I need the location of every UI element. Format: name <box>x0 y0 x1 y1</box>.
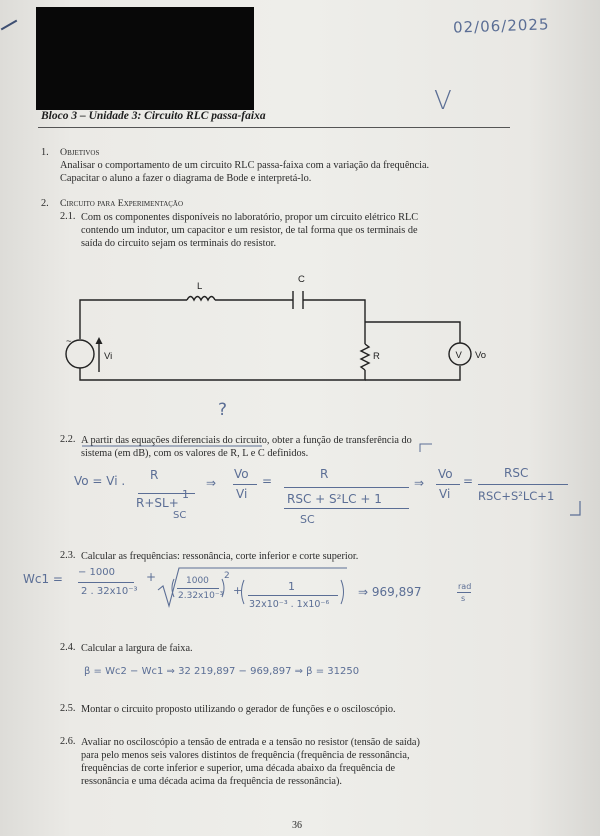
item-2-1-line-1: Com os componentes disponíveis no laboratório, propor um circuito elétrico RLC <box>81 212 419 223</box>
hw-23-plus: + <box>146 570 157 584</box>
hw-23-frac-den: 32x10⁻³ . 1x10⁻⁶ <box>249 599 330 610</box>
hw-23-result: ⇒ 969,897 <box>358 585 422 599</box>
item-2-4-number: 2.4. <box>60 642 76 653</box>
label-resistor: R <box>373 351 380 362</box>
hw-eq3-den: RSC+S²LC+1 <box>478 489 555 503</box>
hw-23-exp: 2 <box>224 571 230 581</box>
hw-arrow-2: ⇒ <box>414 476 425 490</box>
label-meter: V <box>455 350 462 361</box>
section-2-number: 2. <box>41 198 49 209</box>
hw-eq1-den: R+SL+ <box>136 496 179 510</box>
hw-eq1-frac-num: 1 <box>182 488 189 501</box>
hw-23-minus-num: − 1000 <box>78 567 116 578</box>
item-2-6-line-1: Avaliar no osciloscópio a tensão de entrada e a tensão no resistor (tensão de saída) <box>81 737 420 748</box>
section-1-line-2: Capacitar o aluno a fazer o diagrama de Bode e interpretá-lo. <box>60 173 312 184</box>
section-2-title: Circuito para Experimentação <box>60 198 184 209</box>
handwritten-check-mark: V <box>434 86 452 116</box>
hw-24-line: β = Wc2 − Wc1 ⇒ 32 219,897 − 969,897 ⇒ β = 31250 <box>84 666 360 677</box>
item-2-2-number: 2.2. <box>60 434 76 445</box>
item-2-3-number: 2.3. <box>60 550 76 561</box>
label-ac: ~ <box>66 336 72 347</box>
hw-23-minus-den: 2 . 32x10⁻³ <box>81 586 138 597</box>
hw-23-unit-bar <box>457 592 471 593</box>
section-1-title: Objetivos <box>60 147 100 158</box>
item-2-1-line-3: saída do circuito sejam os terminais do resistor. <box>81 238 277 249</box>
section-1-number: 1. <box>41 147 49 158</box>
hw-eq2-left-num: Vo <box>234 467 249 481</box>
hw-eq1-num: R <box>150 468 159 482</box>
item-2-1-number: 2.1. <box>60 211 76 222</box>
hw-eq2-equals: = <box>262 474 273 488</box>
item-2-4-text: Calcular a largura de faixa. <box>81 643 193 654</box>
hw-23-lhs: Wc1 = <box>23 572 63 586</box>
item-2-6-number: 2.6. <box>60 736 76 747</box>
item-2-3-text: Calcular as frequências: ressonância, corte inferior e corte superior. <box>81 551 359 562</box>
page-number: 36 <box>292 820 302 831</box>
handwritten-question-mark: ? <box>218 400 228 420</box>
item-2-6-line-2: para pelo menos seis valores distintos de frequência (frequência de ressonância, <box>81 750 410 761</box>
hw-eq1-frac-den: SC <box>173 510 187 521</box>
item-2-1-line-2: contendo um indutor, um capacitor e um resistor, de tal forma que os terminais de <box>81 225 418 236</box>
item-2-6-line-4: ressonância e uma década acima da frequência de ressonância). <box>81 776 342 787</box>
hw-eq2-den-2: SC <box>300 513 315 526</box>
hw-23-sq-den: 2.32x10⁻³ <box>178 591 224 601</box>
hw-eq3-num: RSC <box>504 466 529 480</box>
hw-eq2-num: R <box>320 467 329 481</box>
hw-23-unit-num: rad <box>458 582 472 591</box>
hw-eq1-left: Vo = Vi . <box>74 474 126 488</box>
item-2-6-line-3: frequências de corte inferior e superior, uma década abaixo da frequência de <box>81 763 396 774</box>
page-title: Bloco 3 – Unidade 3: Circuito RLC passa-faixa <box>41 110 266 122</box>
item-2-5-text: Montar o circuito proposto utilizando o gerador de funções e o osciloscópio. <box>81 704 396 715</box>
hw-23-unit-den: s <box>461 594 466 603</box>
item-2-2-line-2: sistema (em dB), com os valores de R, L e C definidos. <box>81 448 309 459</box>
hw-eq2-den: RSC + S²LC + 1 <box>287 492 382 506</box>
label-source: Vi <box>104 351 113 362</box>
label-capacitor: C <box>298 274 305 285</box>
section-1-line-1: Analisar o comportamento de um circuito RLC passa-faixa com a variação da frequência. <box>60 160 430 171</box>
hw-23-sq-bar <box>177 588 219 589</box>
hw-eq2-left-den: Vi <box>236 487 248 501</box>
label-output: Vo <box>475 350 487 361</box>
handwritten-date: 02/06/2025 <box>452 15 550 37</box>
hw-23-plus-2: + <box>233 584 243 597</box>
hw-23-frac-num: 1 <box>288 580 295 593</box>
hw-eq3-equals: = <box>463 474 474 488</box>
hw-arrow-1: ⇒ <box>206 476 217 490</box>
hw-eq3-left-den: Vi <box>439 487 451 501</box>
hw-23-frac-bar <box>248 595 338 596</box>
hw-23-sq-num: 1000 <box>186 576 209 586</box>
item-2-5-number: 2.5. <box>60 703 76 714</box>
item-2-2-line-1: A partir das equações diferenciais do circuito, obter a função de transferência do <box>81 435 412 446</box>
hw-eq3-left-num: Vo <box>438 467 453 481</box>
label-inductor: L <box>197 281 203 292</box>
